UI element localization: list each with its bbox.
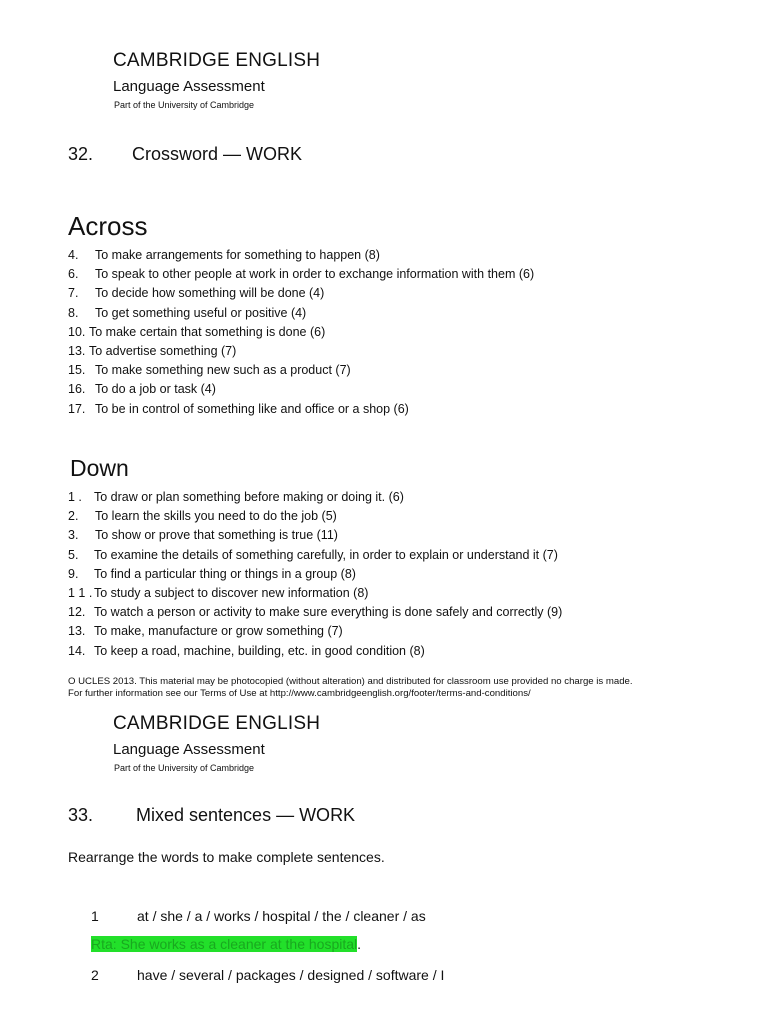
clue-number: 6.: [68, 267, 79, 282]
section-32-heading: [68, 144, 302, 165]
list-item: [68, 361, 534, 380]
exercise-item-2: [91, 967, 444, 983]
clue-number: 10.: [68, 324, 86, 339]
clue-number: 13.: [68, 344, 86, 359]
exercise-words: at / she / a / works / hospital / the / cleaner / as: [137, 908, 426, 924]
clue-number: 14.: [68, 643, 86, 658]
list-item: [68, 400, 534, 419]
section-32-title: Crossword — WORK: [132, 144, 303, 164]
clue-text: To advertise something (7): [89, 344, 237, 359]
clue-text: To get something useful or positive (4): [95, 305, 307, 320]
clue-number: 8.: [68, 305, 79, 320]
clue-number: 15.: [68, 363, 86, 378]
list-item: [68, 584, 562, 603]
clue-number: 17.: [68, 401, 86, 416]
terms-of-use-line: For further information see our Terms of Use at http://www.cambridgeenglish.org/footer/terms-and-conditions/: [68, 688, 531, 699]
instruction-text: Rearrange the words to make complete sentences.: [68, 849, 385, 865]
list-item: [68, 265, 534, 284]
exercise-words: have / several / packages / designed / software / I: [137, 967, 445, 983]
brand-tagline: Part of the University of Cambridge: [114, 100, 255, 110]
section-33-heading: [68, 805, 355, 826]
list-item: [68, 246, 534, 265]
list-item: [68, 342, 534, 361]
clue-text: To draw or plan something before making or doing it. (6): [94, 490, 404, 504]
clue-text: To make, manufacture or grow something (7): [94, 624, 343, 639]
clue-number: 13.: [68, 624, 86, 639]
across-heading: Across: [68, 211, 148, 241]
clue-text: To learn the skills you need to do the job (5): [95, 509, 337, 524]
clue-number: 1 1 .: [68, 586, 93, 601]
brand-tagline: Part of the University of Cambridge: [114, 763, 255, 773]
clue-text: To be in control of something like and office or a shop (6): [95, 401, 409, 416]
list-item: [68, 323, 534, 342]
clue-text: To make something new such as a product (7): [95, 363, 351, 378]
clue-text: To keep a road, machine, building, etc. in good condition (8): [94, 643, 425, 658]
list-item: [68, 380, 534, 399]
clue-number: 2.: [68, 509, 79, 524]
list-item: [68, 284, 534, 303]
highlighted-answer: Rta: She works as a cleaner at the hospital: [91, 936, 358, 952]
clue-text: To find a particular thing or things in a group (8): [94, 566, 356, 581]
clue-number: 16.: [68, 382, 86, 397]
list-item: [68, 603, 562, 622]
exercise-number: 2: [91, 967, 99, 983]
clue-text: To decide how something will be done (4): [95, 286, 325, 301]
copyright-line-1: O UCLES 2013. This material may be photocopied (without alteration) and distributed for classroom use provided no charge is made.: [68, 676, 633, 687]
answer-period: .: [357, 936, 362, 952]
down-clue-list: [68, 488, 562, 661]
clue-text: To speak to other people at work in order to exchange information with them (6): [95, 267, 535, 282]
list-item: [68, 526, 562, 545]
clue-number: 5.: [68, 547, 79, 562]
list-item: [68, 304, 534, 323]
clue-text: To do a job or task (4): [95, 382, 216, 397]
brand-title: CAMBRIDGE ENGLISH: [113, 713, 321, 734]
clue-text: To make arrangements for something to happen (8): [95, 248, 380, 262]
clue-text: To study a subject to discover new information (8): [94, 586, 369, 601]
list-item: [68, 565, 562, 584]
list-item: [68, 622, 562, 641]
exercise-item-1: [91, 908, 426, 924]
clue-number: 9.: [68, 566, 79, 581]
across-clue-list: [68, 246, 534, 419]
section-33-title: Mixed sentences — WORK: [136, 805, 356, 825]
brand-subtitle: Language Assessment: [113, 78, 265, 95]
list-item: [68, 642, 562, 661]
clue-number: 3.: [68, 528, 79, 543]
answer-line-1: [91, 936, 361, 952]
clue-text: To show or prove that something is true (11): [95, 528, 338, 543]
brand-title: CAMBRIDGE ENGLISH: [113, 50, 321, 71]
clue-text: To watch a person or activity to make sure everything is done safely and correctly (9): [94, 605, 563, 620]
clue-text: To make certain that something is done (6): [89, 324, 326, 339]
clue-number: 1 .: [68, 490, 82, 504]
section-32-number: 32.: [68, 144, 94, 164]
copyright-note: [68, 676, 633, 700]
section-33-number: 33.: [68, 805, 94, 825]
list-item: [68, 546, 562, 565]
clue-number: 4.: [68, 248, 79, 262]
clue-text: To examine the details of something carefully, in order to explain or understand it (7): [94, 547, 558, 562]
clue-number: 12.: [68, 605, 86, 620]
clue-number: 7.: [68, 286, 79, 301]
down-heading: Down: [70, 455, 129, 481]
brand-subtitle: Language Assessment: [113, 741, 265, 758]
list-item: [68, 507, 562, 526]
exercise-number: 1: [91, 908, 99, 924]
list-item: [68, 488, 562, 507]
